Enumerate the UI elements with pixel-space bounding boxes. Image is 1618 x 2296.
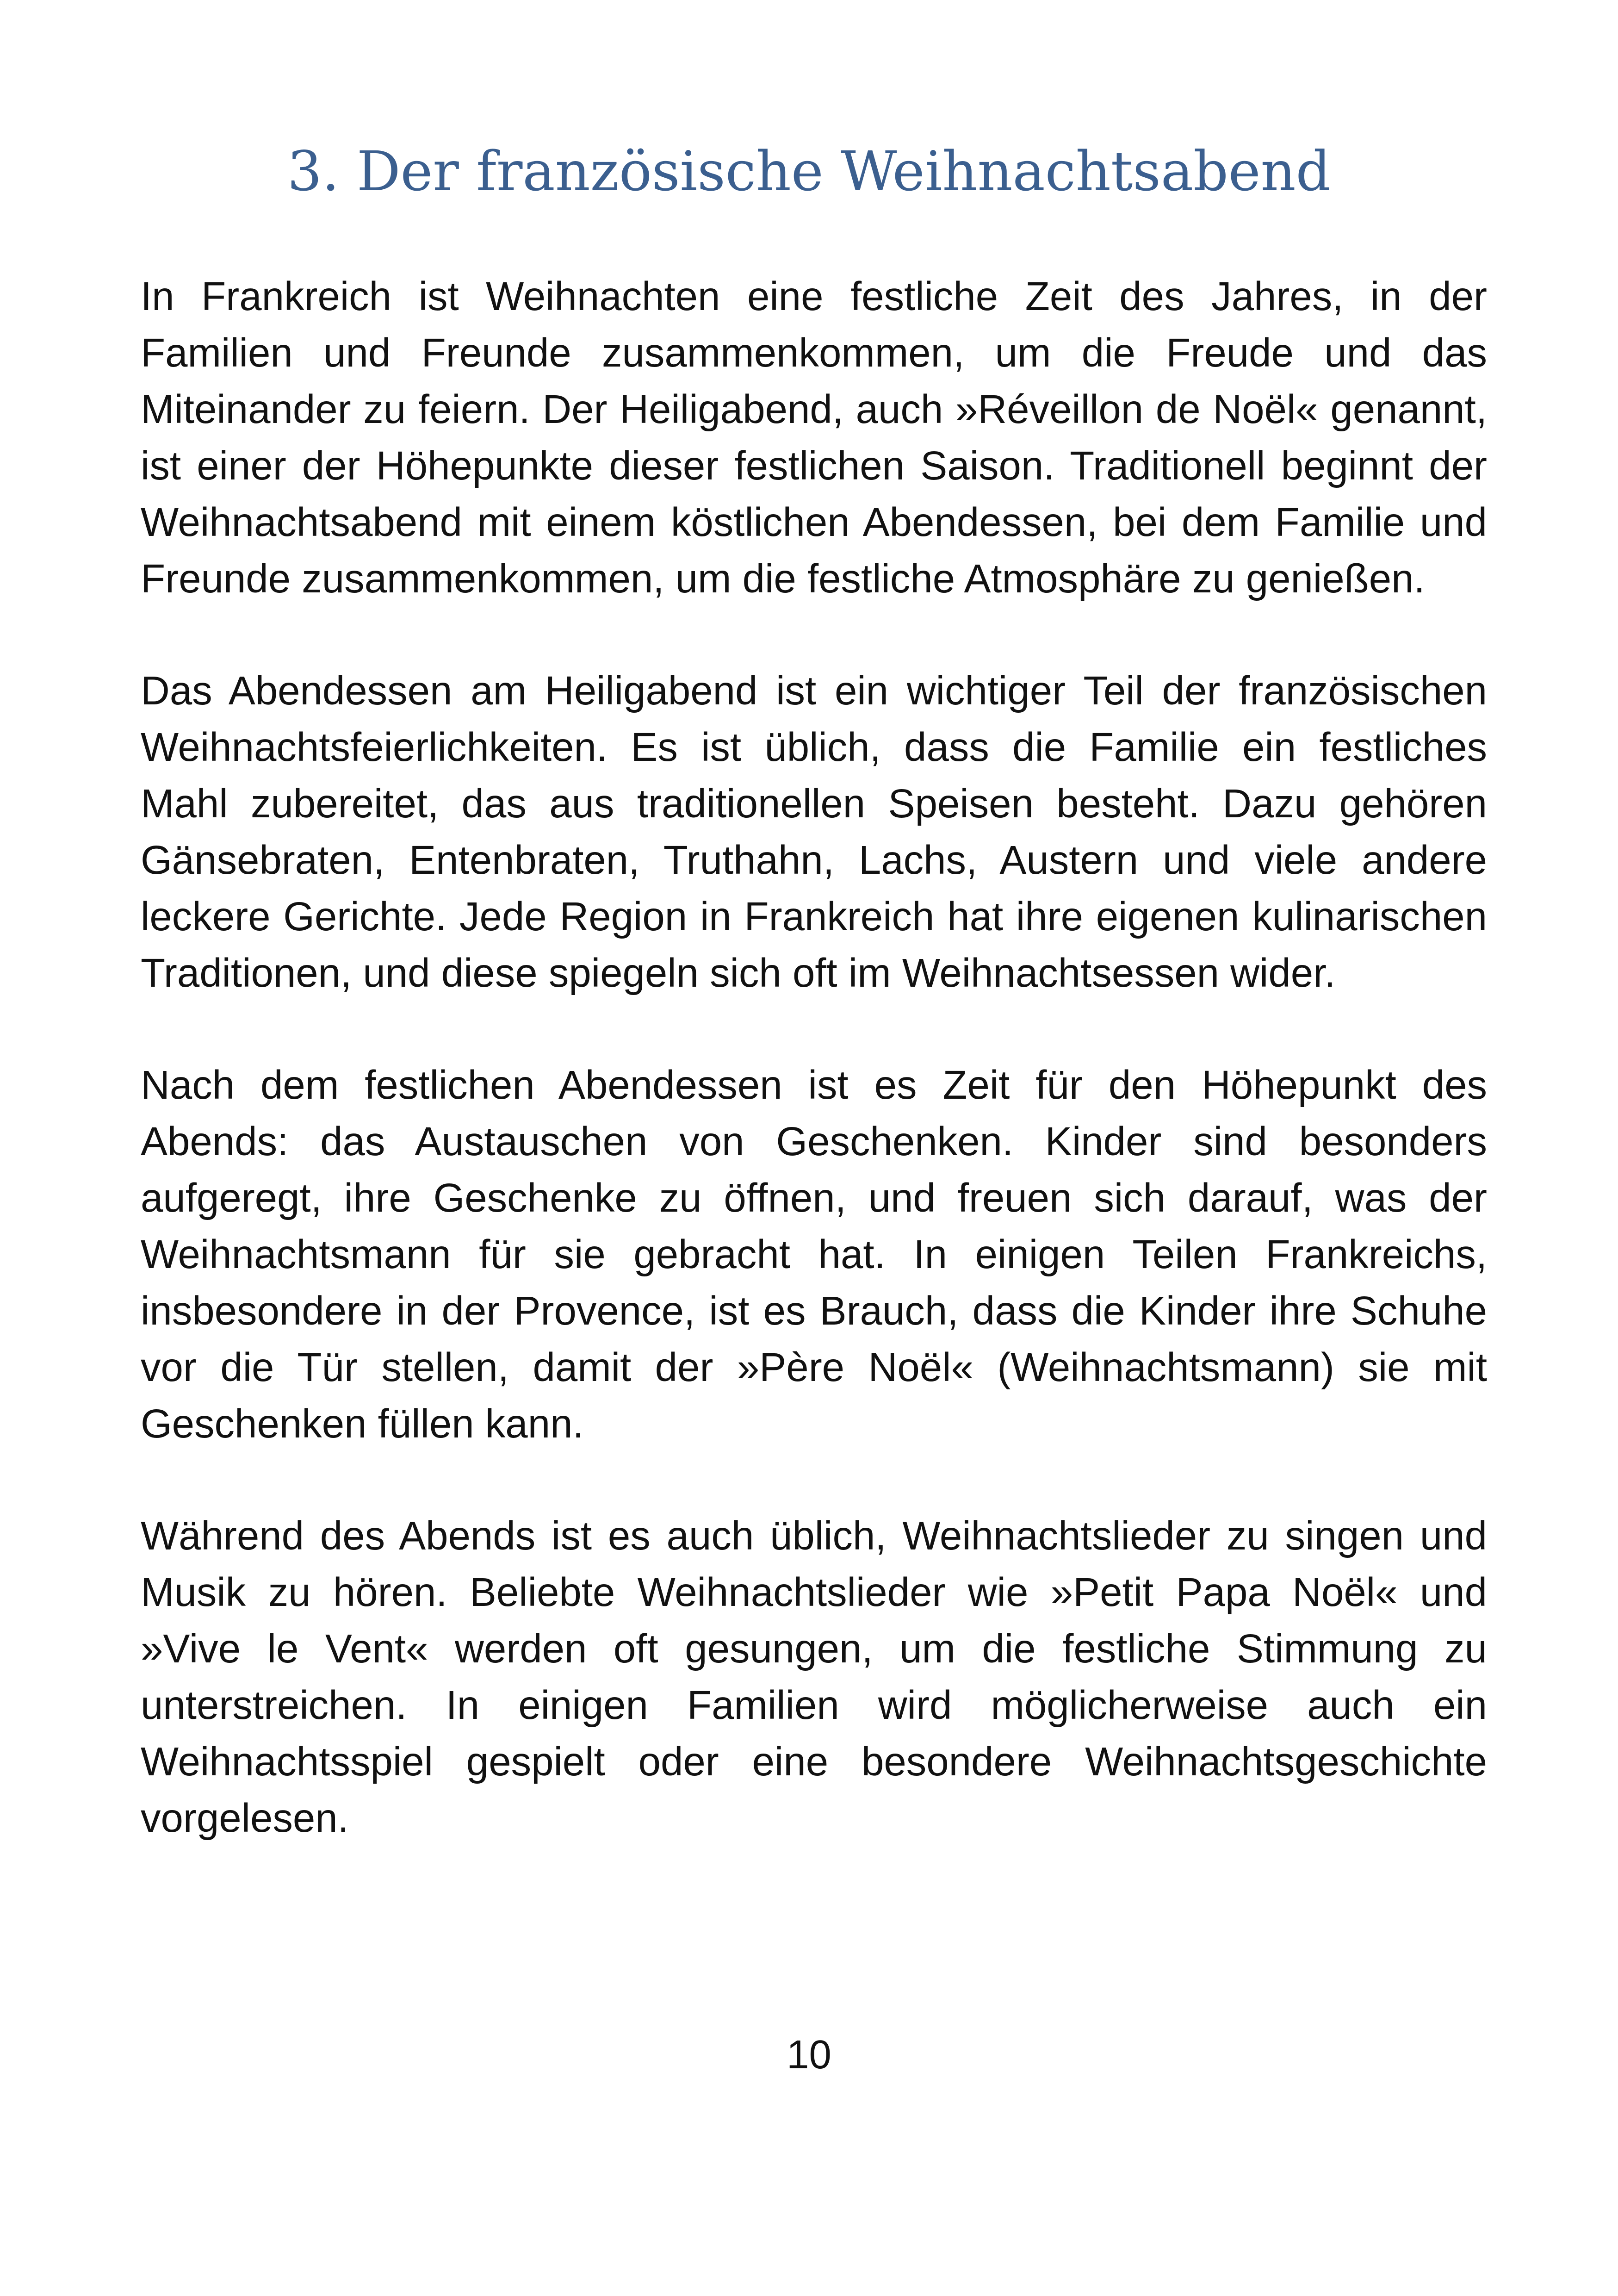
- paragraph-3: Nach dem festlichen Abendessen ist es Zeit für den Höhepunkt des Abends: das Austauschen von Geschenken. Kinder sind besonders aufgeregt, ihre Geschenke zu öffnen, und freuen sich darauf, was der Weihnachtsmann für sie gebracht hat. In einigen Teilen Frankreichs, insbesondere in der Provence, ist es Brauch, dass die Kinder ihre Schuhe vor die Tür stellen, damit der »Père Noël« (Weihnachtsmann) sie mit Geschenken füllen kann.: [141, 1063, 1487, 1446]
- body-text: [141, 268, 1487, 1902]
- paragraph-2: Das Abendessen am Heiligabend ist ein wichtiger Teil der französischen Weihnachtsfeierlichkeiten. Es ist üblich, dass die Familie ein festliches Mahl zubereitet, das aus traditionellen Speisen besteht. Dazu gehören Gänsebraten, Entenbraten, Truthahn, Lachs, Austern und viele andere leckere Gerichte. Jede Region in Frankreich hat ihre eigenen kulinarischen Traditionen, und diese spiegeln sich oft im Weihnachtsessen wider.: [141, 668, 1487, 996]
- paragraph-4: Während des Abends ist es auch üblich, Weihnachtslieder zu singen und Musik zu hören. Beliebte Weihnachtslieder wie »Petit Papa Noël« und »Vive le Vent« werden oft gesungen, um die festliche Stimmung zu unterstreichen. In einigen Familien wird möglicherweise auch ein Weihnachtsspiel gespielt oder eine besondere Weihnachtsgeschichte vorgelesen.: [141, 1513, 1487, 1841]
- page-number: 10: [787, 2032, 831, 2077]
- paragraph-1: In Frankreich ist Weihnachten eine festliche Zeit des Jahres, in der Familien und Freunde zusammenkommen, um die Freude und das Miteinander zu feiern. Der Heiligabend, auch »Réveillon de Noël« genannt, ist einer der Höhepunkte dieser festlichen Saison. Traditionell beginnt der Weihnachtsabend mit einem köstlichen Abendessen, bei dem Familie und Freunde zusammenkommen, um die festliche Atmosphäre zu genießen.: [141, 274, 1487, 601]
- page-title: 3. Der französische Weihnachtsabend: [287, 139, 1331, 203]
